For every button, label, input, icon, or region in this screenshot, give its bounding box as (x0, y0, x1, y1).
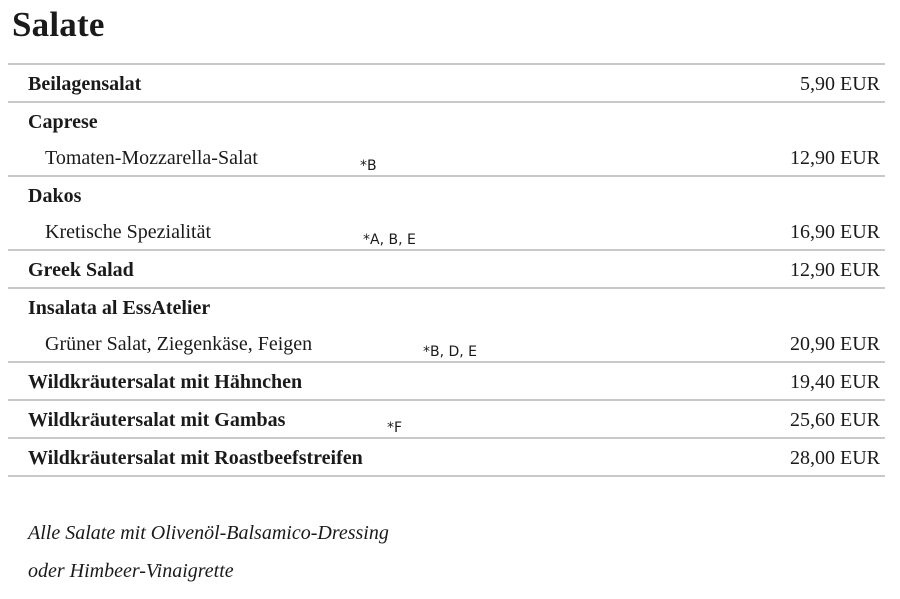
item-price: 16,90 EUR (790, 221, 880, 243)
menu-item-dakos (8, 177, 885, 251)
item-name: Insalata al EssAtelier (28, 297, 211, 319)
item-name: Wildkräutersalat mit Hähnchen (28, 371, 303, 393)
menu-item-description-row (8, 139, 885, 175)
item-allergens: *F (387, 420, 403, 436)
menu-item-insalata-essatelier (8, 289, 885, 363)
menu-item-row (8, 439, 885, 475)
item-name: Greek Salad (28, 259, 134, 281)
salad-menu-list (8, 63, 885, 477)
item-description: Kretische Spezialität (45, 221, 212, 243)
menu-item-caprese (8, 103, 885, 177)
item-name: Wildkräutersalat mit Gambas (28, 409, 286, 431)
item-price: 25,60 EUR (790, 409, 880, 431)
item-allergens: *A, B, E (363, 232, 416, 248)
item-price: 12,90 EUR (790, 147, 880, 169)
item-description: Grüner Salat, Ziegenkäse, Feigen (45, 333, 313, 355)
item-description: Tomaten-Mozzarella-Salat (45, 147, 258, 169)
item-price: 19,40 EUR (790, 371, 880, 393)
dressing-footnote (28, 514, 389, 590)
menu-item-row (8, 177, 885, 213)
item-allergens: *B, D, E (423, 344, 478, 360)
menu-item-row (8, 289, 885, 325)
menu-item-row (8, 251, 885, 287)
menu-item-row (8, 363, 885, 399)
footnote-line: oder Himbeer-Vinaigrette (28, 560, 234, 582)
item-name: Dakos (28, 185, 82, 207)
menu-item-description-row (8, 213, 885, 249)
item-price: 12,90 EUR (790, 259, 880, 281)
menu-item-row (8, 401, 885, 437)
item-name: Caprese (28, 111, 98, 133)
item-price: 28,00 EUR (790, 447, 880, 469)
item-allergens: *B (360, 158, 377, 174)
footnote-line: Alle Salate mit Olivenöl-Balsamico-Dressing (28, 522, 389, 544)
item-name: Wildkräutersalat mit Roastbeefstreifen (28, 447, 363, 469)
menu-item-wildkraeuter-roastbeef (8, 439, 885, 477)
item-price: 5,90 EUR (800, 73, 880, 95)
menu-item-description-row (8, 325, 885, 361)
menu-item-wildkraeuter-haehnchen (8, 363, 885, 401)
menu-item-greek-salad (8, 251, 885, 289)
item-name: Beilagensalat (28, 73, 142, 95)
menu-item-row (8, 65, 885, 101)
page-title: Salate (12, 5, 105, 44)
menu-item-beilagensalat (8, 65, 885, 103)
menu-item-row (8, 103, 885, 139)
menu-item-wildkraeuter-gambas (8, 401, 885, 439)
item-price: 20,90 EUR (790, 333, 880, 355)
